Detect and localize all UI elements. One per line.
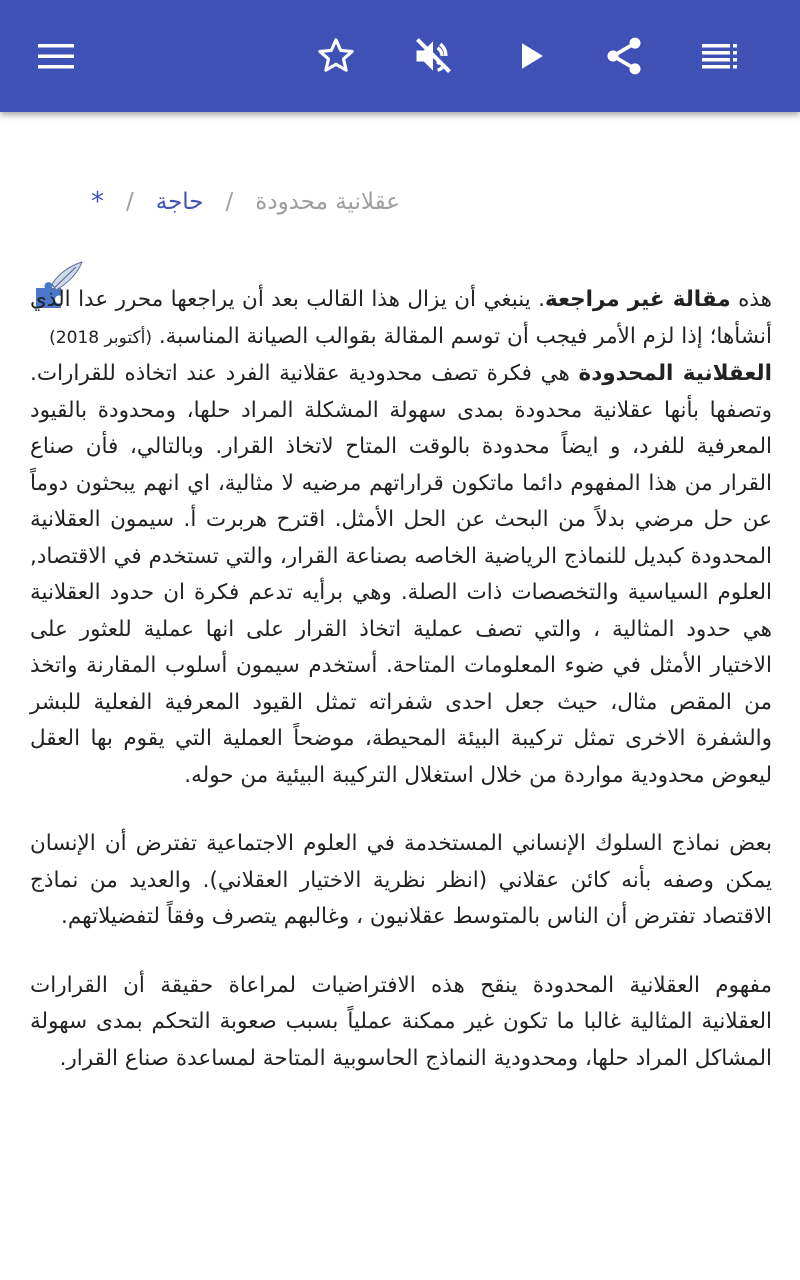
notice-bold: مقالة غير مراجعة bbox=[544, 287, 731, 312]
volume-off-icon bbox=[411, 34, 455, 78]
breadcrumb-separator: / bbox=[126, 189, 134, 215]
notice-text: . ينبغي أن يزال هذا القالب بعد أن يراجعها محرر عدا الذي أنشأها؛ إذا لزم الأمر فيجب أن توسم المقالة بقوالب الصيانة المناسبة. bbox=[30, 287, 772, 349]
breadcrumb-current: عقلانية محدودة bbox=[255, 189, 400, 215]
breadcrumb-separator: / bbox=[225, 189, 234, 215]
paragraph-1 bbox=[30, 356, 772, 794]
article-content bbox=[30, 282, 772, 1077]
share-button[interactable] bbox=[596, 28, 652, 84]
toc-icon bbox=[700, 41, 740, 71]
unreviewed-notice bbox=[30, 282, 772, 356]
contents-button[interactable] bbox=[692, 28, 748, 84]
bookmark-button[interactable] bbox=[308, 28, 364, 84]
menu-icon bbox=[36, 41, 76, 71]
breadcrumb-home-link[interactable]: * bbox=[91, 187, 104, 217]
play-button[interactable] bbox=[503, 28, 559, 84]
notice-date: (أكتوبر 2018) bbox=[49, 327, 152, 348]
menu-button[interactable] bbox=[28, 28, 84, 84]
paragraph-2: بعض نماذج السلوك الإنساني المستخدمة في العلوم الاجتماعية تفترض أن الإنسان يمكن وصفه بأنه كائن عقلاني (انظر نظرية الاختيار العقلاني). والعديد من نماذج الاقتصاد تفترض أن الناس بالمتوسط عقلانيون ، وغالبهم يتصرف وفقاً لتفضيلاتهم. bbox=[30, 831, 772, 929]
paragraph-3: مفهوم العقلانية المحدودة ينقح هذه الافتراضيات لمراعاة حقيقة أن القرارات العقلانية المثالية غالبا ما تكون غير ممكنة عملياً بسبب صعوبة التحكم بمدى سهولة المشاكل المراد حلها، ومحدودية النماذج الحاسوبية المتاحة لمساعدة صناع القرار. bbox=[30, 972, 772, 1071]
notice-prefix: هذه bbox=[730, 287, 772, 312]
breadcrumb-parent-link[interactable]: حاجة bbox=[155, 189, 204, 215]
play-icon bbox=[513, 38, 549, 74]
star-icon bbox=[315, 35, 357, 77]
app-bar bbox=[0, 0, 800, 112]
paragraph-1-text: هي فكرة تصف محدودية عقلانية الفرد عند اتخاذه للقرارات. وتصفها بأنها عقلانية محدودة بمدى سهولة المشكلة المراد حلها، ومحدودة بالقيود المعرفية للفرد، و ايضاً محدودة بالوقت المتاح لاتخاذ القرار. وبالتالي، فأن صناع القرار من هذا المفهوم دائما ماتكون قراراتهم مرضيه لا مثالية، اي انهم يبحثون دوماً عن حل مرضي بدلاً من البحث عن الحل الأمثل. اقترح هربرت أ. سيمون العقلانية المحدودة كبديل للنماذج الرياضية الخاصه بصناعة القرار، والتي تستخدم في الاقتصاد, العلوم السياسية والتخصصات ذات الصلة. وهي برأيه تدعم فكرة ان حدود العقلانية هي حدود المثالية ، والتي تصف عملية اتخاذ القرار على انها عملية للعثور على الاختيار الأمثل في ضوء المعلومات المتاحة. أستخدم سيمون أسلوب المقارنة واتخذ من المقص مثال، حيث جعل احدى شفراته تمثل القيود المعرفية الفعلية للبشر والشفرة الاخرى تمثل تركيبة البيئة المحيطة، موضحاً العملية التي يقوم بها العقل ليعوض محدودية مواردة من خلال استغلال التركيبة البيئية من حوله. bbox=[30, 361, 772, 788]
mute-button[interactable] bbox=[405, 28, 461, 84]
share-icon bbox=[602, 34, 646, 78]
paragraph-1-bold: العقلانية المحدودة bbox=[578, 361, 772, 386]
breadcrumb bbox=[40, 182, 400, 222]
